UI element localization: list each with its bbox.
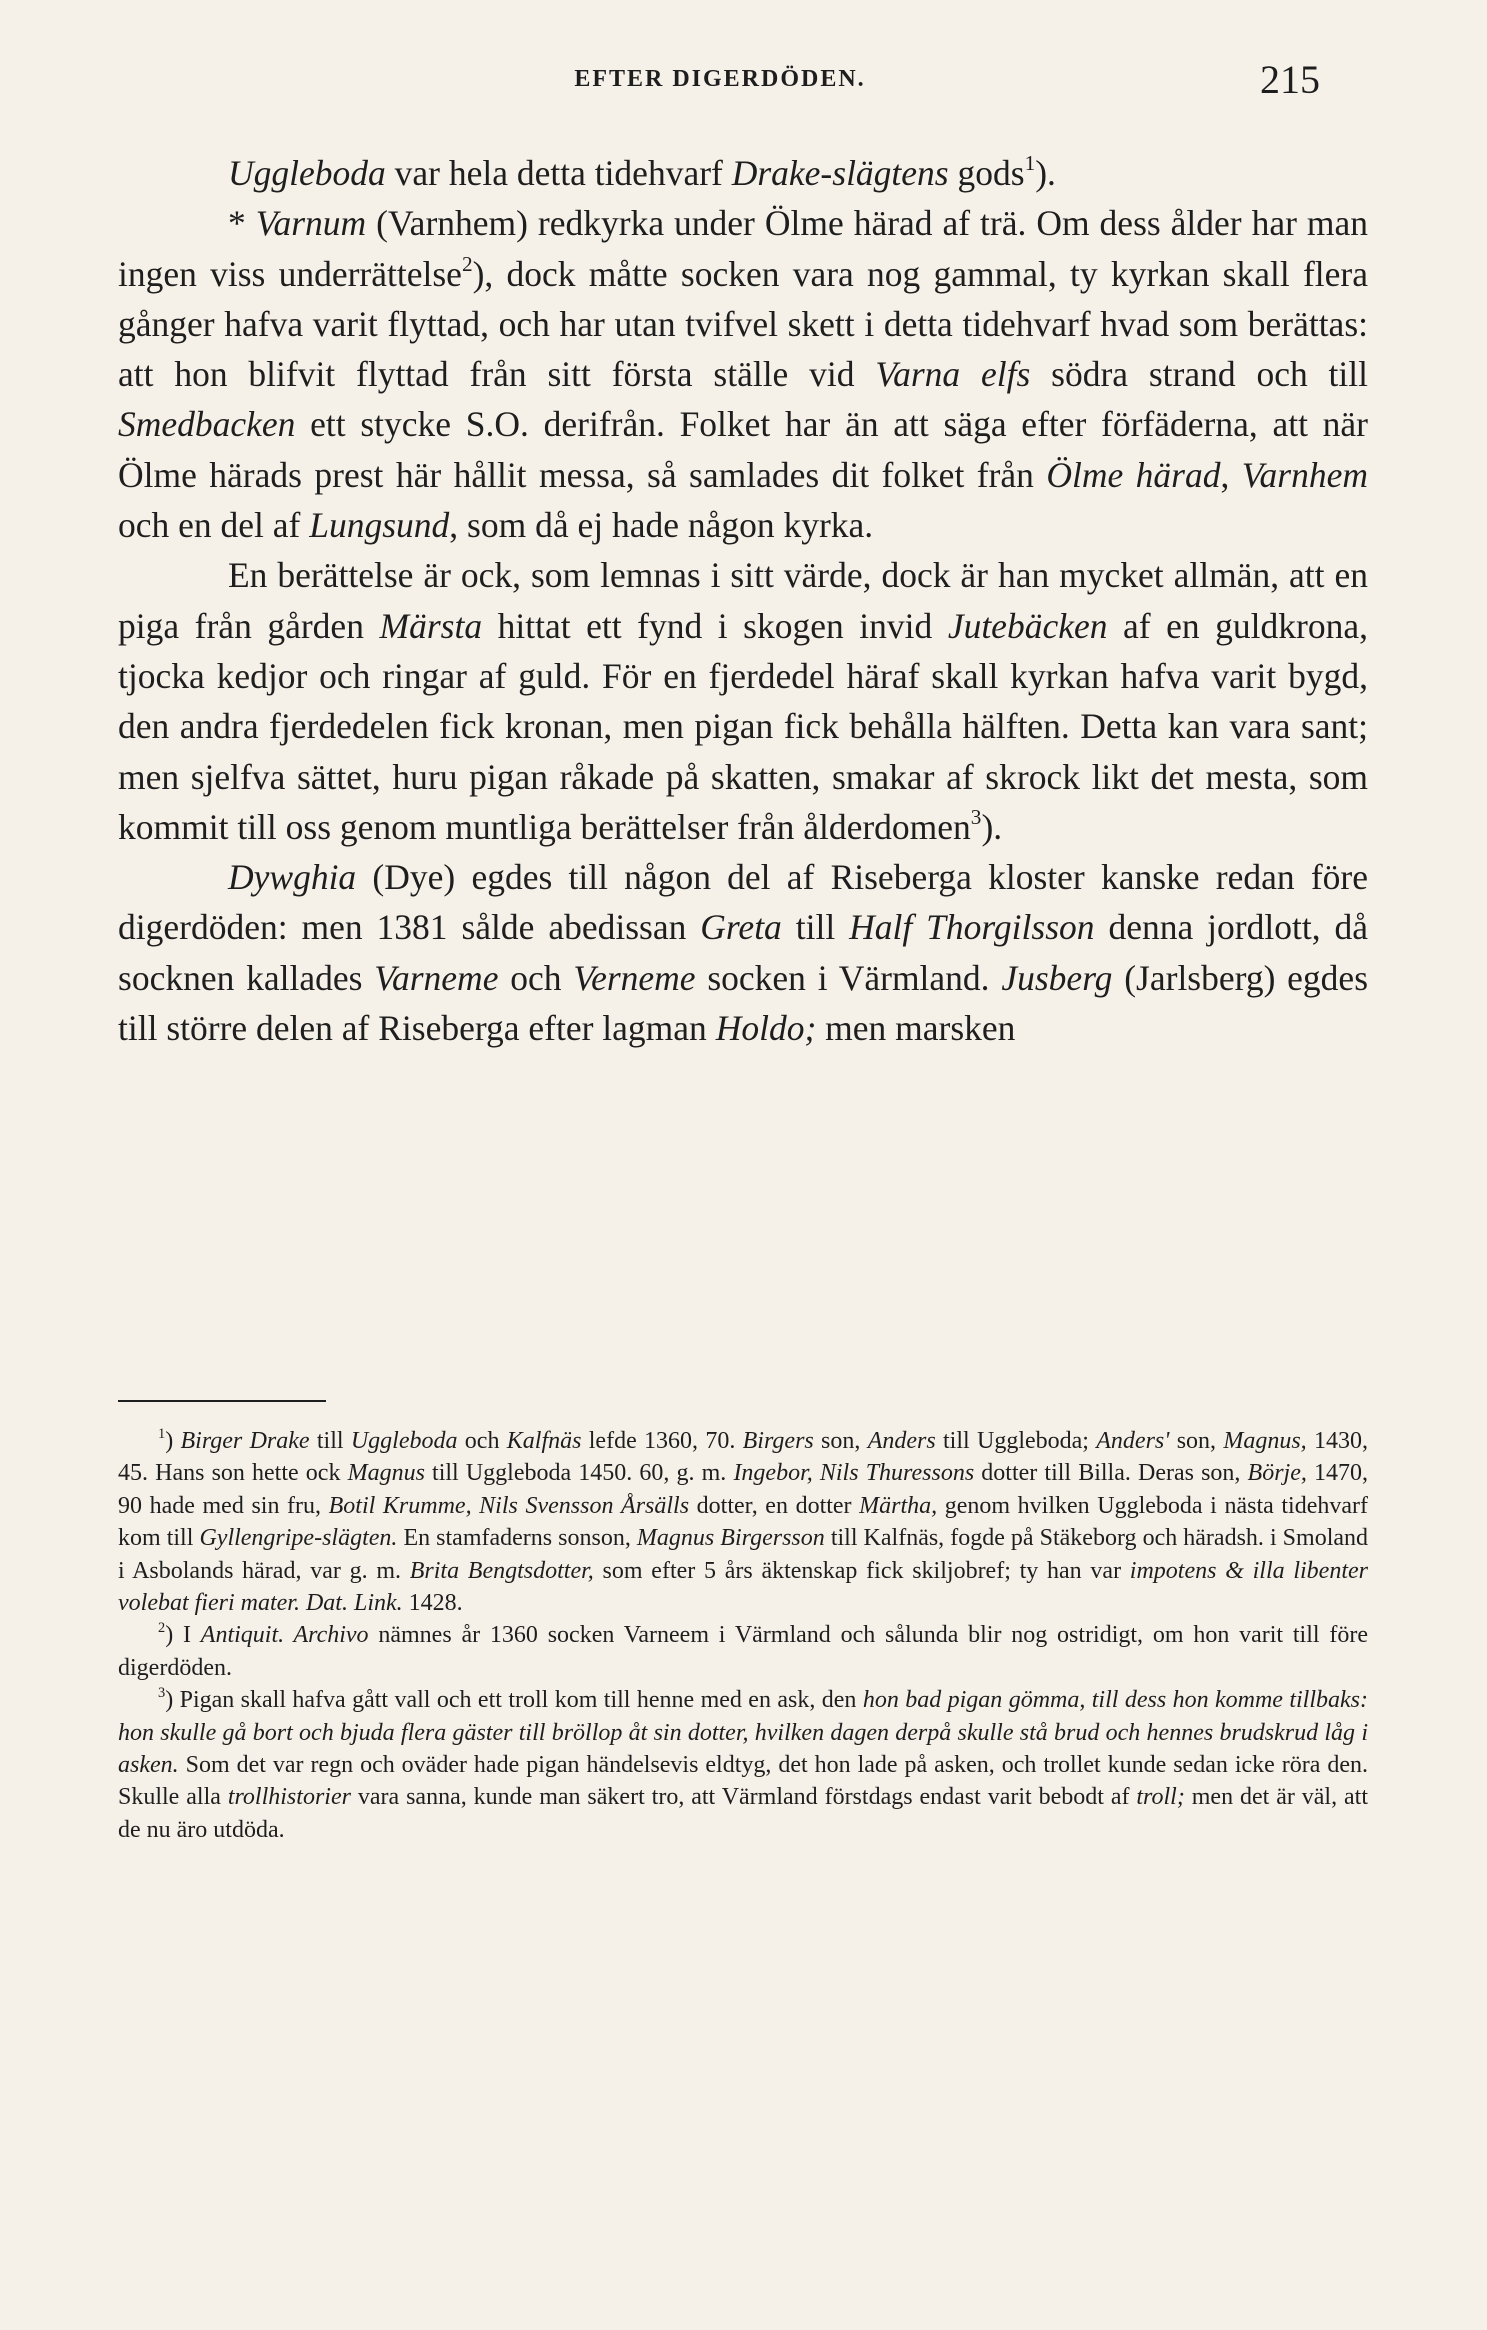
text-run: , som då ej hade någon kyrka. xyxy=(449,505,874,546)
text-run: son, xyxy=(813,1428,868,1454)
text-run: nämnes år 1360 socken Varneem i Värmland och sålunda blir nog ostridigt, om hon varit till före digerdöden. xyxy=(118,1622,1368,1681)
text-run: hittat ett fynd i skogen invid xyxy=(482,605,948,646)
text-run: men marsken xyxy=(816,1008,1016,1049)
text-run: socken i Värmland. xyxy=(695,957,1002,998)
text-run: och xyxy=(457,1428,507,1454)
text-run: , xyxy=(1220,454,1242,495)
text-run: till Uggleboda; xyxy=(935,1428,1097,1454)
footnote-ref: 3 xyxy=(970,804,982,829)
text-run: och xyxy=(498,957,574,998)
italic-name: Half Thorgilsson xyxy=(849,907,1095,948)
text-run: och en del af xyxy=(118,505,310,546)
text-run: som efter 5 års äktenskap fick skiljobref; ty han var xyxy=(593,1557,1130,1584)
italic-name: troll; xyxy=(1136,1784,1185,1811)
running-head xyxy=(120,58,1320,108)
italic-name: Anders xyxy=(867,1428,936,1454)
italic-name: impotens & illa libenter volebat fieri mater. Dat. Link. xyxy=(118,1557,1368,1617)
running-title: EFTER DIGERDÖDEN. xyxy=(574,66,866,92)
italic-name: Antiquit. Archivo xyxy=(200,1622,369,1649)
text-run: dotter, en dotter xyxy=(689,1492,860,1519)
text-run: En stamfaderns sonson, xyxy=(397,1525,637,1552)
text-run: ). xyxy=(1035,153,1056,193)
text-run: till Kalfnäs, fogde på Stäkeborg och häradsh. i Smoland i Asbolands härad, var g. m. xyxy=(118,1525,1369,1584)
footnote-divider xyxy=(118,1400,326,1402)
italic-name: Magnus xyxy=(347,1460,425,1487)
footnotes xyxy=(118,1425,1368,1846)
footnote-ref: 1 xyxy=(1024,151,1036,176)
text-run: vara sanna, kunde man säkert tro, att Värmland förstdags endast varit bebodt af xyxy=(350,1784,1137,1811)
text-run: (Dye) egdes till någon del af Riseberga kloster kanske redan före digerdöden: men 1381 sålde abedissan xyxy=(118,857,1368,948)
text-run: 1430, 45. Hans son hette ock xyxy=(118,1428,1368,1487)
text-run: var hela detta tidehvarf xyxy=(385,153,732,193)
italic-name: Anders' xyxy=(1096,1428,1170,1454)
italic-name: Uggleboda xyxy=(228,153,386,193)
italic-name: Uggleboda xyxy=(350,1428,458,1454)
italic-name: Smedbacken xyxy=(118,404,296,445)
paragraph-varnum xyxy=(118,198,1368,550)
italic-name: Magnus Birgersson xyxy=(636,1525,825,1552)
text-run: dotter till Billa. Deras son, xyxy=(974,1460,1248,1487)
text-run: Som det var regn och oväder hade pigan händelsevis eldtyg, det hon lade på asken, och trollet kunde sedan icke röra den. Skulle alla xyxy=(118,1752,1368,1811)
text-run: ett stycke S.O. derifrån. Folket har än att säga efter förfäderna, att när Ölme härads prest här hållit messa, så samlades dit folket från xyxy=(118,404,1368,495)
text-run: ), dock måtte socken vara nog gammal, ty kyrkan skall flera gånger hafva varit flyttad, och har utan tvifvel skett i detta tidehvarf hvad som berättas: att hon blifvit flyttad från sitt första ställe vid xyxy=(118,253,1368,395)
text-run: denna jordlott, då socknen kallades xyxy=(118,907,1369,998)
text-run: till Uggleboda 1450. 60, g. m. xyxy=(424,1460,734,1487)
italic-name: Ölme härad xyxy=(1046,454,1221,495)
text-run: till xyxy=(309,1428,351,1454)
text-run: lefde 1360, 70. xyxy=(581,1428,743,1454)
text-run: 1470, 90 hade med sin fru, xyxy=(118,1460,1368,1519)
text-run: son, xyxy=(1169,1428,1224,1454)
italic-name: Birger Drake xyxy=(180,1428,310,1454)
text-run: genom hvilken Uggleboda i nästa tidehvarf kom till xyxy=(118,1492,1369,1552)
italic-name: Botil Krumme, Nils Svensson Årsälls xyxy=(328,1492,690,1519)
italic-name: Jutebäcken xyxy=(947,605,1108,646)
italic-name: trollhistorier xyxy=(227,1784,351,1811)
text-run: till xyxy=(781,907,850,948)
text-run: En berättelse är ock, som lemnas i sitt värde, dock är han mycket allmän, att en piga från gården xyxy=(118,555,1368,646)
text-run: * xyxy=(228,203,256,244)
paragraph-berattelse xyxy=(118,550,1368,852)
italic-name: Birgers xyxy=(742,1428,814,1454)
italic-name: Ingebor, Nils Thuressons xyxy=(733,1460,975,1487)
italic-name: Lungsund xyxy=(309,505,450,546)
italic-name: Kalfnäs xyxy=(506,1428,582,1454)
footnote-mark: 3 xyxy=(158,1685,166,1702)
italic-name: hon bad pigan gömma, till dess hon komme tillbaks: hon skulle gå bort och bjuda flera gäster till bröllop åt sin dotter, hvilken dagen derpå skulle stå brud och hennes brudskrud låg i asken. xyxy=(118,1687,1368,1779)
footnote-mark: 2 xyxy=(158,1620,166,1637)
italic-name: Varnum xyxy=(255,203,367,244)
text-run: ) xyxy=(165,1428,181,1454)
paragraph-dywghia xyxy=(118,852,1368,1053)
text-run: södra strand och till xyxy=(1030,354,1368,395)
italic-name: Verneme xyxy=(573,957,696,998)
text-run: (Jarlsberg) egdes till större delen af Riseberga efter lagman xyxy=(118,957,1369,1049)
italic-name: Varneme xyxy=(374,957,499,998)
page-number: 215 xyxy=(1260,57,1320,102)
italic-name: Varna elfs xyxy=(875,354,1031,395)
italic-name: Märsta xyxy=(379,605,483,646)
footnote-mark: 1 xyxy=(158,1425,166,1442)
footnote-3 xyxy=(118,1684,1368,1846)
text-run: 1428. xyxy=(402,1590,463,1617)
italic-name: Holdo; xyxy=(715,1008,817,1049)
text-run: (Varnhem) redkyrka under Ölme härad af trä. Om dess ålder har man ingen viss underrättelse xyxy=(118,203,1369,294)
italic-name: Drake-slägtens xyxy=(731,153,949,193)
text-run: men det är väl, att de nu äro utdöda. xyxy=(118,1784,1369,1843)
italic-name: Dywghia xyxy=(228,857,357,898)
footnote-2 xyxy=(118,1619,1368,1684)
italic-name: Varnhem xyxy=(1241,454,1368,495)
paragraph-uggleboda xyxy=(118,148,1368,198)
italic-name: Jusberg xyxy=(1001,957,1113,998)
text-run: af en guldkrona, tjocka kedjor och ringar af guld. För en fjerdedel häraf skall kyrkan hafva varit bygd, den andra fjerdedelen fick kronan, men pigan fick behålla hälften. Detta kan vara sant; men sjelfva sättet, huru pigan råkade på skatten, smakar af skrock likt det mesta, som kommit till oss genom muntliga berättelser från ålderdomen xyxy=(118,605,1369,847)
italic-name: Märtha, xyxy=(859,1492,938,1519)
footnote-ref: 2 xyxy=(461,251,473,276)
text-run: gods xyxy=(948,153,1025,193)
italic-name: Brita Bengtsdotter, xyxy=(409,1557,594,1584)
italic-name: Greta xyxy=(700,907,782,948)
italic-name: Börje, xyxy=(1247,1460,1307,1487)
italic-name: Magnus, xyxy=(1223,1428,1307,1454)
italic-name: Gyllengripe-slägten. xyxy=(199,1525,398,1552)
footnote-1 xyxy=(118,1425,1368,1619)
text-run: ). xyxy=(981,806,1003,847)
text-run: ) Pigan skall hafva gått vall och ett troll kom till henne med en ask, den xyxy=(165,1687,863,1714)
text-run: ) I xyxy=(165,1622,201,1649)
main-text xyxy=(118,148,1368,1053)
